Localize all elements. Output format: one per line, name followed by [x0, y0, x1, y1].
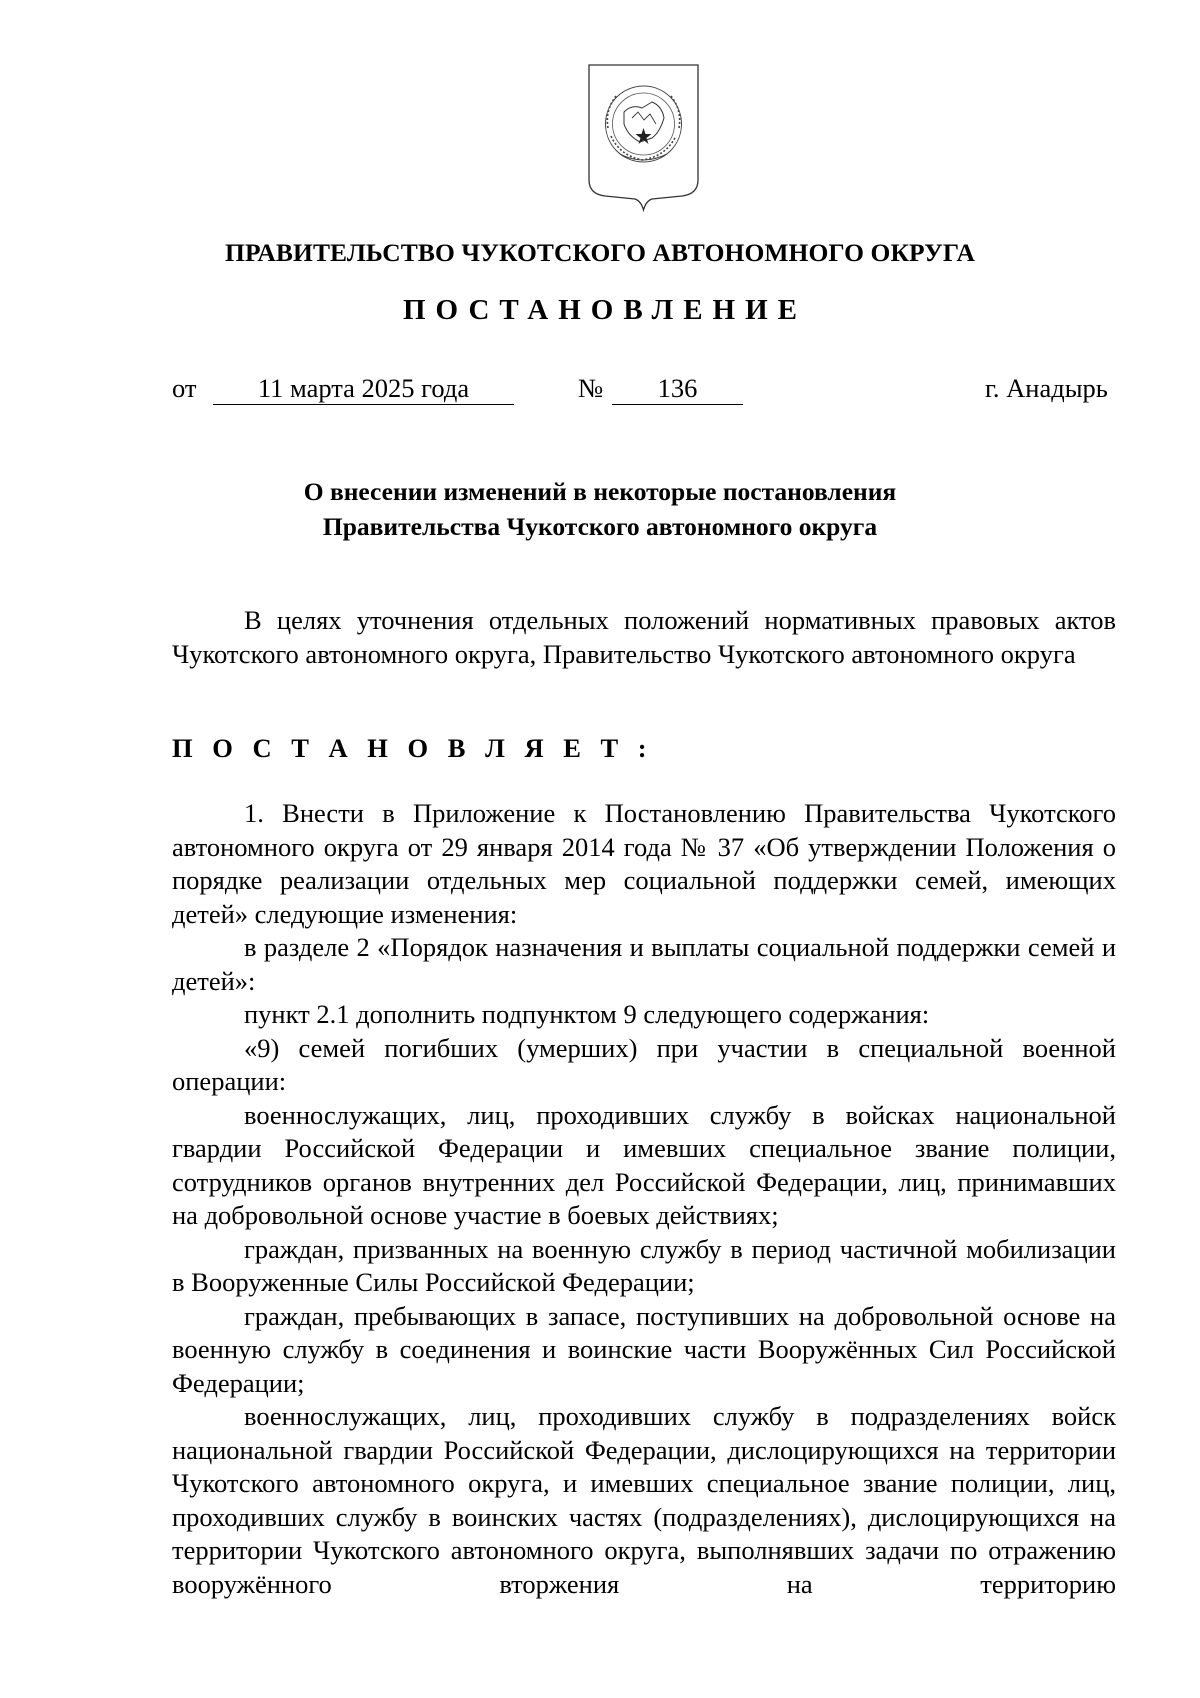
document-date: 11 марта 2025 года	[213, 373, 514, 405]
paragraph-4: «9) семей погибших (умерших) при участии в специальной военной операции:	[172, 1032, 1116, 1096]
paragraph-6: граждан, призванных на военную службу в период частичной мобилизации в Вооруженные Силы Российской Федерации;	[172, 1233, 1116, 1297]
preamble-text: В целях уточнения отдельных положений нормативных правовых актов Чукотского автономного округа, Правительство Чукотского автономного округа	[172, 605, 1116, 669]
paragraph-7: граждан, пребывающих в запасе, поступивших на добровольной основе на военную службу в соединения и воинские части Вооружённых Сил Российской Федерации;	[172, 1300, 1116, 1398]
document-city: г. Анадырь	[985, 373, 1108, 403]
document-body	[172, 797, 1116, 1601]
coat-of-arms-icon	[586, 62, 701, 212]
paragraph-3: пункт 2.1 дополнить подпунктом 9 следующего содержания:	[244, 999, 930, 1029]
number-sign: №	[578, 373, 604, 403]
paragraph-1: 1. Внести в Приложение к Постановлению Правительства Чукотского автономного округа от 29 января 2014 года № 37 «Об утверждении Положения о порядке реализации отдельных мер социальной поддержки семей, имеющих детей» следующие изменения:	[172, 798, 1116, 929]
paragraph-8: военнослужащих, лиц, проходивших службу в подразделениях войск национальной гвардии Российской Федерации, дислоцирующихся на территории Чукотского автономного округа, и имевших специальное звание полиции, лиц, проходивших службу в воинских частях (подразделениях), дислоцирующихся на территории Чукотского автономного округа, выполнявших задачи по отражению вооружённого вторжения на территорию	[172, 1401, 1116, 1599]
resolves-heading: П О С Т А Н О В Л Я Е Т :	[172, 733, 654, 763]
document-type: ПОСТАНОВЛЕНИЕ	[402, 294, 807, 326]
date-prefix: от	[172, 373, 197, 403]
organization-name: ПРАВИТЕЛЬСТВО ЧУКОТСКОГО АВТОНОМНОГО ОКРУГА	[225, 238, 975, 267]
preamble	[172, 604, 1116, 671]
document-number: 136	[612, 373, 743, 405]
paragraph-2: в разделе 2 «Порядок назначения и выплаты социальной поддержки семей и детей»:	[172, 932, 1116, 996]
title-line-1: О внесении изменений в некоторые постановления	[303, 477, 897, 506]
title-line-2: Правительства Чукотского автономного округа	[322, 512, 878, 541]
document-title	[0, 474, 1200, 544]
paragraph-5: военнослужащих, лиц, проходивших службу в войсках национальной гвардии Российской Федерации и имевших специальное звание полиции, сотрудников органов внутренних дел Российской Федерации, лиц, принимавших на добровольной основе участие в боевых действиях;	[172, 1099, 1116, 1230]
